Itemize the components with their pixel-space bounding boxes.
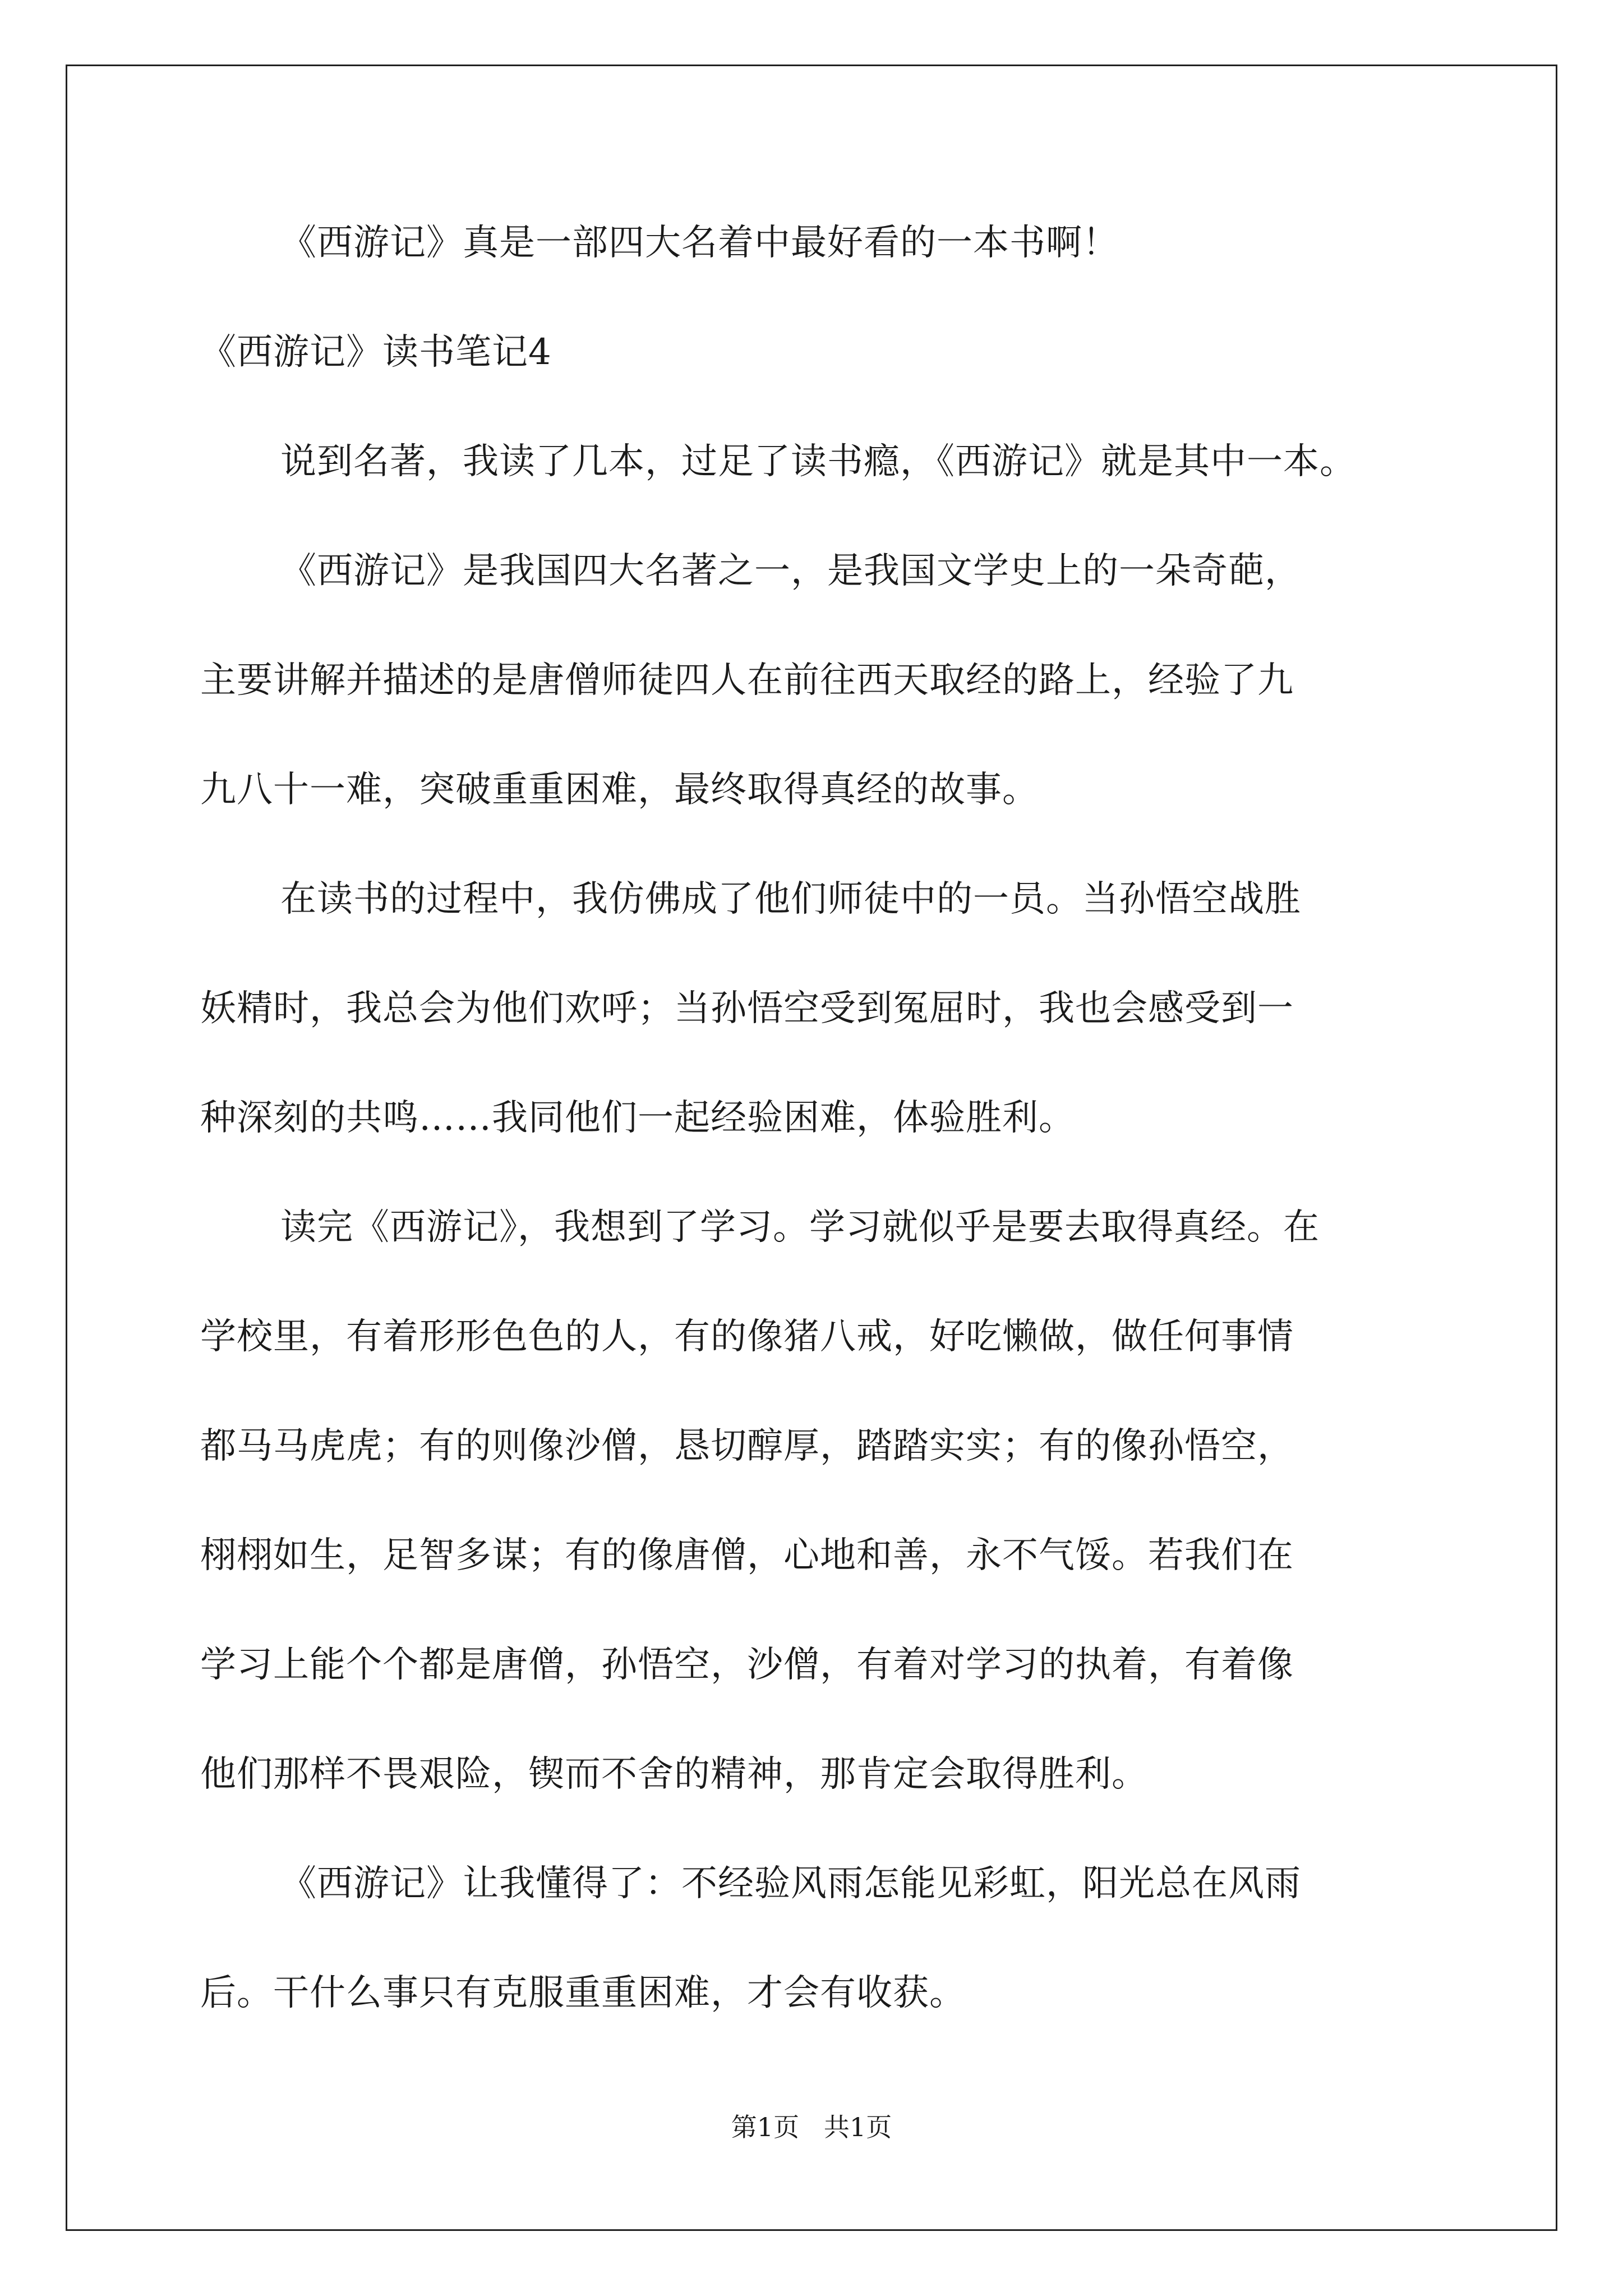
- paragraph-line-7: 妖精时，我总会为他们欢呼；当孙悟空受到冤屈时，我也会感受到一: [200, 988, 1294, 1029]
- paragraph-line-1: 《西游记》真是一部四大名着中最好看的一本书啊！: [280, 222, 1119, 264]
- paragraph-line-2: 说到名著，我读了几本，过足了读书瘾，《西游记》就是其中一本。: [280, 441, 1356, 482]
- paragraph-line-8: 种深刻的共鸣……我同他们一起经验困难，体验胜利。: [200, 1097, 1075, 1139]
- paragraph-line-13: 学习上能个个都是唐僧，孙悟空，沙僧，有着对学习的执着，有着像: [200, 1644, 1294, 1686]
- paragraph-line-9: 读完《西游记》，我想到了学习。学习就似乎是要去取得真经。在: [280, 1207, 1320, 1248]
- paragraph-line-15: 《西游记》让我懂得了：不经验风雨怎能见彩虹，阳光总在风雨: [280, 1863, 1301, 1904]
- paragraph-line-6: 在读书的过程中，我仿佛成了他们师徒中的一员。当孙悟空战胜: [280, 878, 1301, 920]
- section-heading: 《西游记》读书笔记4: [200, 332, 552, 373]
- paragraph-line-16: 后。干什么事只有克服重重困难，才会有收获。: [200, 1972, 966, 2014]
- paragraph-line-12: 栩栩如生，足智多谋；有的像唐僧，心地和善，永不气馁。若我们在: [200, 1535, 1294, 1576]
- paragraph-line-10: 学校里，有着形形色色的人，有的像猪八戒，好吃懒做，做任何事情: [200, 1316, 1294, 1358]
- paragraph-line-4: 主要讲解并描述的是唐僧师徒四人在前往西天取经的路上，经验了九: [200, 660, 1294, 701]
- paragraph-line-3: 《西游记》是我国四大名著之一，是我国文学史上的一朵奇葩，: [280, 550, 1301, 592]
- paragraph-line-5: 九八十一难，突破重重困难，最终取得真经的故事。: [200, 769, 1039, 811]
- paragraph-line-11: 都马马虎虎；有的则像沙僧，恳切醇厚，踏踏实实；有的像孙悟空，: [200, 1425, 1294, 1467]
- page-footer: 第1页 共1页: [731, 2112, 892, 2142]
- paragraph-line-14: 他们那样不畏艰险，锲而不舍的精神，那肯定会取得胜利。: [200, 1754, 1148, 1795]
